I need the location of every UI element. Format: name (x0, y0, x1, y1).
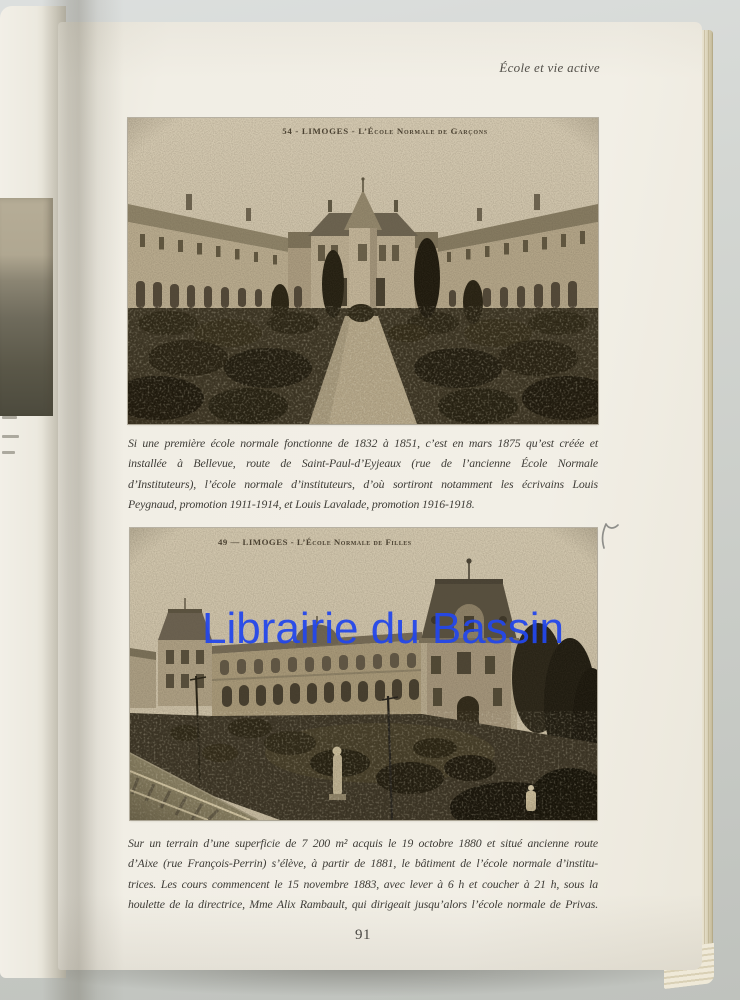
left-page-text-fragment (2, 451, 15, 454)
text-line: Peygnaud, promotion 1911-1914, et Louis Lavalade, promotion 1916-1918. (128, 497, 475, 512)
book-right-page (58, 22, 702, 970)
pen-mark (595, 521, 621, 551)
left-page-text-fragment (2, 435, 19, 438)
text-line: d’Instituteurs), l’école normale d’instituteurs, d’où sortiront notamment les écrivains Louis (128, 476, 598, 491)
text-line: trices. Les cours commencent le 15 novembre 1883, avec lever à 6 h et coucher à 21 h, sous la (128, 876, 598, 891)
text-line: Sur un terrain d’une superficie de 7 200 m² acquis le 19 octobre 1880 et situé ancienne route (128, 836, 598, 850)
postcard-caption: 49 — LIMOGES - L’École Normale de Filles (218, 537, 412, 547)
left-page-text-fragment (2, 416, 17, 419)
text-line: d’Aixe (rue François-Perrin) s’élève, à partir de 1881, le bâtiment de l’école normale d’institu- (128, 856, 598, 871)
postcard-photo-girls-school (130, 528, 597, 820)
left-page-edge (0, 6, 66, 978)
text-line: installée à Bellevue, route de Saint-Paul-d’Eyjeaux (rue de l’ancienne École Normale (128, 456, 598, 471)
left-page-photo-fragment (0, 198, 53, 416)
postcard-girls-school (130, 528, 597, 820)
postcard-caption: 54 - LIMOGES - L’École Normale de Garçons (282, 126, 488, 136)
text-line: houlette de la directrice, Mme Alix Rambault, qui dirigeait jusqu’alors l’école normale de Privas. (128, 897, 598, 912)
page-number: 91 (355, 927, 371, 943)
bookseller-watermark: Librairie du Bassin (202, 604, 564, 653)
postcard-boys-school (128, 118, 598, 424)
paragraph-1 (128, 433, 598, 515)
text-line: Si une première école normale fonctionne de 1832 à 1851, c’est en mars 1875 qu’est créée et (128, 436, 598, 450)
postcard-photo-courtyard (128, 118, 598, 424)
running-header: École et vie active (499, 60, 600, 75)
paragraph-2 (128, 833, 598, 915)
